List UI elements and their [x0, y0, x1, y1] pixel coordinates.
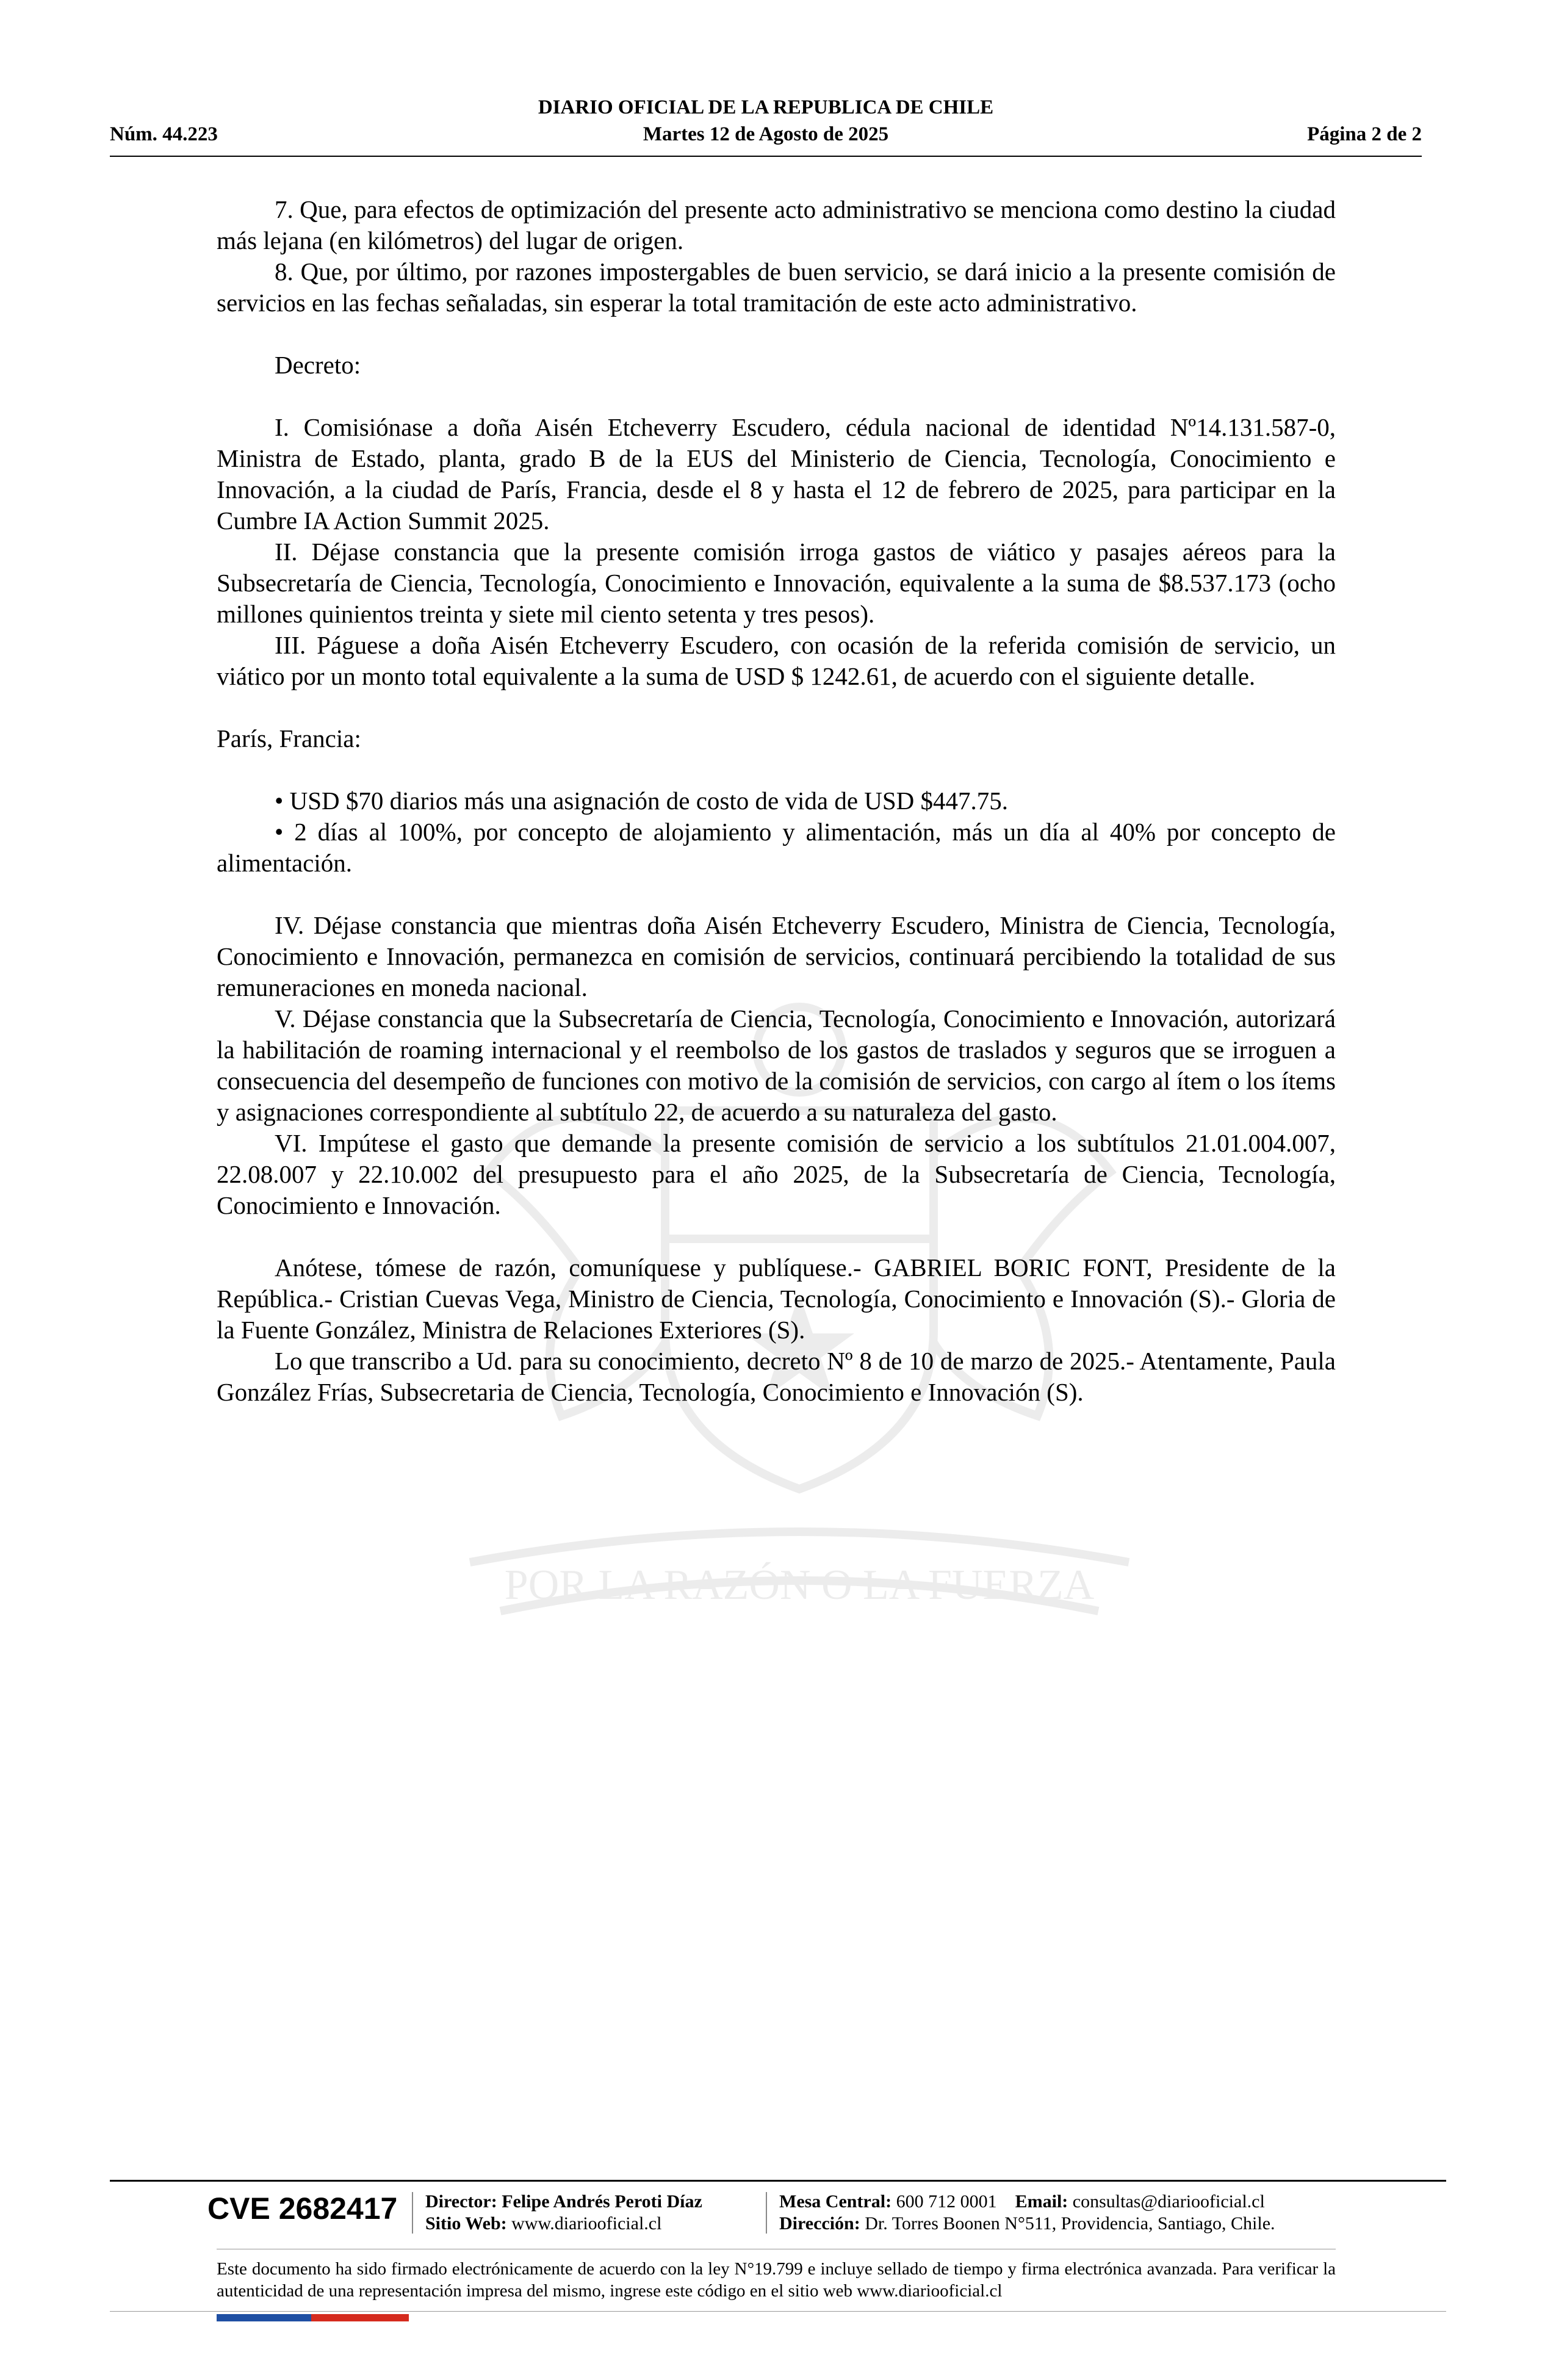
article-5: V. Déjase constancia que la Subsecretaría de Ciencia, Tecnología, Conocimiento e Innovación, autorizará la habilitación de roaming internacional y el reembolso de los gastos de traslados y seguros que se irroguen a consecuencia del desempeño de funciones con motivo de la comisión de servicios, con cargo al ítem o los ítems y asignaciones correspondiente al subtítulo 22, de acuerdo a su naturaleza del gasto. [217, 1004, 1336, 1126]
address-value: Dr. Torres Boonen N°511, Providencia, Santiago, Chile. [865, 2213, 1275, 2234]
mesa-phone: 600 712 0001 [896, 2191, 997, 2212]
footer-separator [412, 2192, 413, 2234]
electronic-signature-note: Este documento ha sido firmado electrónicamente de acuerdo con la ley N°19.799 e incluye sellado de tiempo y firma electrónica avanzada. Para verificar la autenticidad de una representación impresa del mismo, ingrese este código en el sitio web www.diariooficial.cl [217, 2259, 1336, 2301]
transcription-paragraph: Lo que transcribo a Ud. para su conocimiento, decreto Nº 8 de 10 de marzo de 2025.- Atentamente, Paula González Frías, Subsecretaria de Ciencia, Tecnología, Conocimiento e Innovación (S). [217, 1347, 1336, 1406]
flag-stripe-blue [217, 2314, 311, 2321]
footer-separator [766, 2192, 767, 2234]
bullet-item: • USD $70 diarios más una asignación de costo de vida de USD $447.75. [275, 787, 1009, 815]
bullet-item: • 2 días al 100%, por concepto de alojamiento y alimentación, más un día al 40% por concepto de alimentación. [217, 818, 1336, 877]
email-link[interactable]: consultas@diariooficial.cl [1072, 2191, 1265, 2212]
cve-code: CVE 2682417 [207, 2191, 398, 2226]
director-name: Felipe Andrés Peroti Díaz [502, 2191, 702, 2212]
header-divider [110, 156, 1422, 157]
footer-divider [110, 2180, 1446, 2182]
email-label: Email: [1015, 2191, 1068, 2212]
footer-director-block [425, 2191, 702, 2235]
page-indicator: Página 2 de 2 [1307, 123, 1422, 145]
article-1: I. Comisiónase a doña Aisén Etcheverry Escudero, cédula nacional de identidad Nº14.131.587-0, Ministra de Estado, planta, grado B de la EUS del Ministerio de Ciencia, Tecnología, Conocimiento e Innovación, a la ciudad de París, Francia, desde el 8 y hasta el 12 de febrero de 2025, para participar en la Cumbre IA Action Summit 2025. [217, 413, 1336, 535]
document-body [217, 194, 1336, 1408]
site-link[interactable]: www.diariooficial.cl [511, 2213, 662, 2234]
paragraph-8: 8. Que, por último, por razones impostergables de buen servicio, se dará inicio a la presente comisión de servicios en las fechas señaladas, sin esperar la total tramitación de este acto administrativo. [217, 258, 1336, 317]
page-header [110, 92, 1422, 159]
footer-bottom-divider [110, 2311, 1446, 2312]
article-4: IV. Déjase constancia que mientras doña Aisén Etcheverry Escudero, Ministra de Ciencia, Tecnología, Conocimiento e Innovación, permanezca en comisión de servicios, continuará percibiendo la totalidad de sus remuneraciones en moneda nacional. [217, 911, 1336, 1001]
site-label: Sitio Web: [425, 2213, 507, 2234]
city-heading: París, Francia: [217, 724, 361, 752]
article-6: VI. Impútese el gasto que demande la presente comisión de servicio a los subtítulos 21.01.004.007, 22.08.007 y 22.10.002 del presupuesto para el año 2025, de la Subsecretaría de Ciencia, Tecnología, Conocimiento e Innovación. [217, 1129, 1336, 1219]
closing-paragraph: Anótese, tómese de razón, comuníquese y publíquese.- GABRIEL BORIC FONT, Presidente de la República.- Cristian Cuevas Vega, Ministro de Ciencia, Tecnología, Conocimiento e Innovación (S).- Gloria de la Fuente González, Ministra de Relaciones Exteriores (S). [217, 1253, 1336, 1344]
issue-date: Martes 12 de Agosto de 2025 [643, 123, 889, 145]
watermark-motto: POR LA RAZÓN O LA FUERZA [504, 1562, 1095, 1609]
mesa-label: Mesa Central: [779, 2191, 892, 2212]
issue-number: Núm. 44.223 [110, 123, 218, 145]
article-2: II. Déjase constancia que la presente comisión irroga gastos de viático y pasajes aéreos para la Subsecretaría de Ciencia, Tecnología, Conocimiento e Innovación, equivalente a la suma de $8.537.173 (ocho millones quinientos treinta y siete mil ciento setenta y tres pesos). [217, 538, 1336, 628]
flag-stripe-red [311, 2314, 409, 2321]
article-3: III. Páguese a doña Aisén Etcheverry Escudero, con ocasión de la referida comisión de servicio, un viático por un monto total equivalente a la suma de USD $ 1242.61, de acuerdo con el siguiente detalle. [217, 631, 1336, 690]
paragraph-7: 7. Que, para efectos de optimización del presente acto administrativo se menciona como destino la ciudad más lejana (en kilómetros) del lugar de origen. [217, 195, 1336, 254]
footer-contact-block [779, 2191, 1275, 2235]
address-label: Dirección: [779, 2213, 860, 2234]
decreto-heading: Decreto: [275, 351, 361, 379]
publication-title: DIARIO OFICIAL DE LA REPUBLICA DE CHILE [538, 96, 994, 118]
director-label: Director: [425, 2191, 497, 2212]
